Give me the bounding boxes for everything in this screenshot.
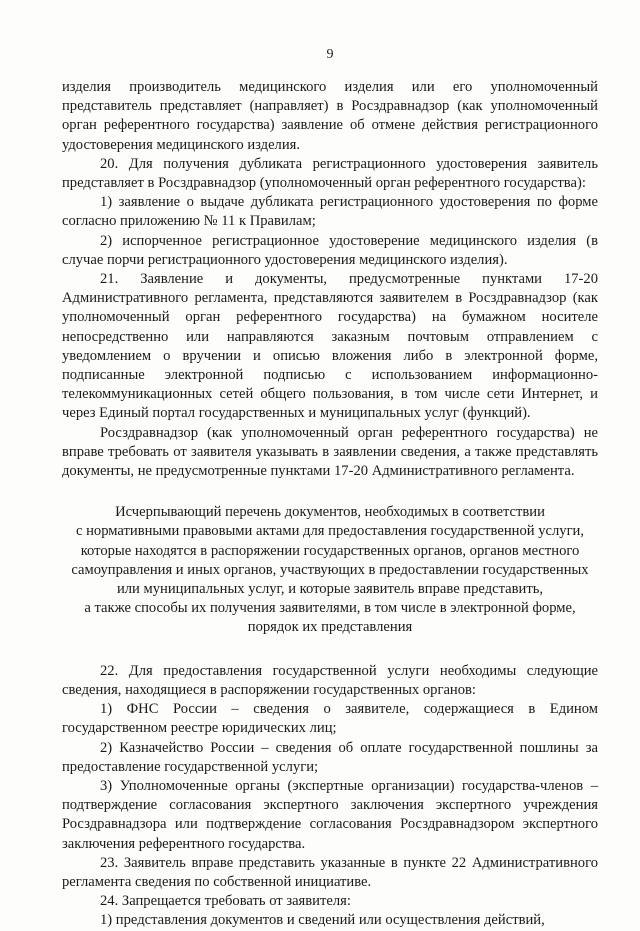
paragraph-21-continuation: Росздравнадзор (как уполномоченный орган референтного государства) не вправе требовать от заявителя указывать в заявлении сведения, а также представлять документы, не предусмотренные пунктами 17-20 Административного регламента. [62, 424, 598, 480]
paragraph-22: 22. Для предоставления государственной услуги необходимы следующие сведения, находящиеся в распоряжении государственных органов: [62, 662, 598, 698]
section-heading-line: Исчерпывающий перечень документов, необходимых в соответствии [115, 504, 545, 521]
section-heading [62, 503, 598, 637]
paragraph-20: 20. Для получения дубликата регистрационного удостоверения заявитель представляет в Росздравнадзор (уполномоченный орган референтного государства): [62, 155, 598, 192]
paragraph-22-item-2: 2) Казначейство России – сведения об оплате государственной пошлины за предоставление государственной услуги; [62, 739, 598, 775]
top-paragraphs [62, 78, 598, 481]
section-heading-line: а также способы их получения заявителями, в том числе в электронной форме, [84, 600, 576, 617]
paragraph-22-item-1: 1) ФНС России – сведения о заявителе, содержащиеся в Едином государственном реестре юридических лиц; [62, 701, 598, 737]
section-heading-line: или муниципальных услуг, и которые заявитель вправе представить, [116, 581, 544, 598]
paragraph-continuation: изделия производитель медицинского изделия или его уполномоченный представитель представляет (направляет) в Росздравнадзор (как уполномоченный орган референтного государства) заявление об отмене действия регистрационного удостоверения медицинского изделия. [62, 79, 598, 153]
paragraph-24-item-1: 1) представления документов и сведений или осуществления действий, [100, 912, 545, 929]
section-heading-line: порядок их представления [247, 619, 413, 636]
section-heading-line: с нормативными правовыми актами для предоставления государственной услуги, [75, 523, 585, 540]
paragraph-23: 23. Заявитель вправе представить указанные в пункте 22 Административного регламента сведения по собственной инициативе. [62, 854, 598, 890]
paragraph-24: 24. Запрещается требовать от заявителя: [100, 893, 351, 910]
paragraph-20-item-2: 2) испорченное регистрационное удостоверение медицинского изделия (в случае порчи регистрационного удостоверения медицинского изделия). [62, 232, 598, 268]
paragraph-22-item-3: 3) Уполномоченные органы (экспертные организации) государства-членов – подтверждение согласования экспертного заключения экспертного учреждения Росздравнадзора или подтверждение согласования Росздравнадзором экспертного заключения референтного государства. [62, 777, 598, 852]
page-number: 9 [326, 47, 334, 62]
paragraph-20-item-1: 1) заявление о выдаче дубликата регистрационного удостоверения по форме согласно приложению № 11 к Правилам; [62, 194, 598, 230]
section-heading-line: самоуправления и иных органов, участвующих в предоставлении государственных [71, 561, 589, 578]
paragraph-21: 21. Заявление и документы, предусмотренные пунктами 17-20 Административного регламента, представляются заявителем в Росздравнадзор (как уполномоченный орган референтного государства) на бумажном носителе непосредственно или направляются заказным почтовым отправлением с уведомлением о вручении и описью вложения либо в электронной форме, подписанные электронной подписью с использованием информационно-телекоммуникационных сетей общего пользования, в том числе сети Интернет, и через Единый портал государственных и муниципальных услуг (функций). [62, 271, 598, 422]
section-heading-line: которые находятся в распоряжении государственных органов, органов местного [80, 542, 580, 559]
bottom-paragraphs [62, 662, 598, 931]
